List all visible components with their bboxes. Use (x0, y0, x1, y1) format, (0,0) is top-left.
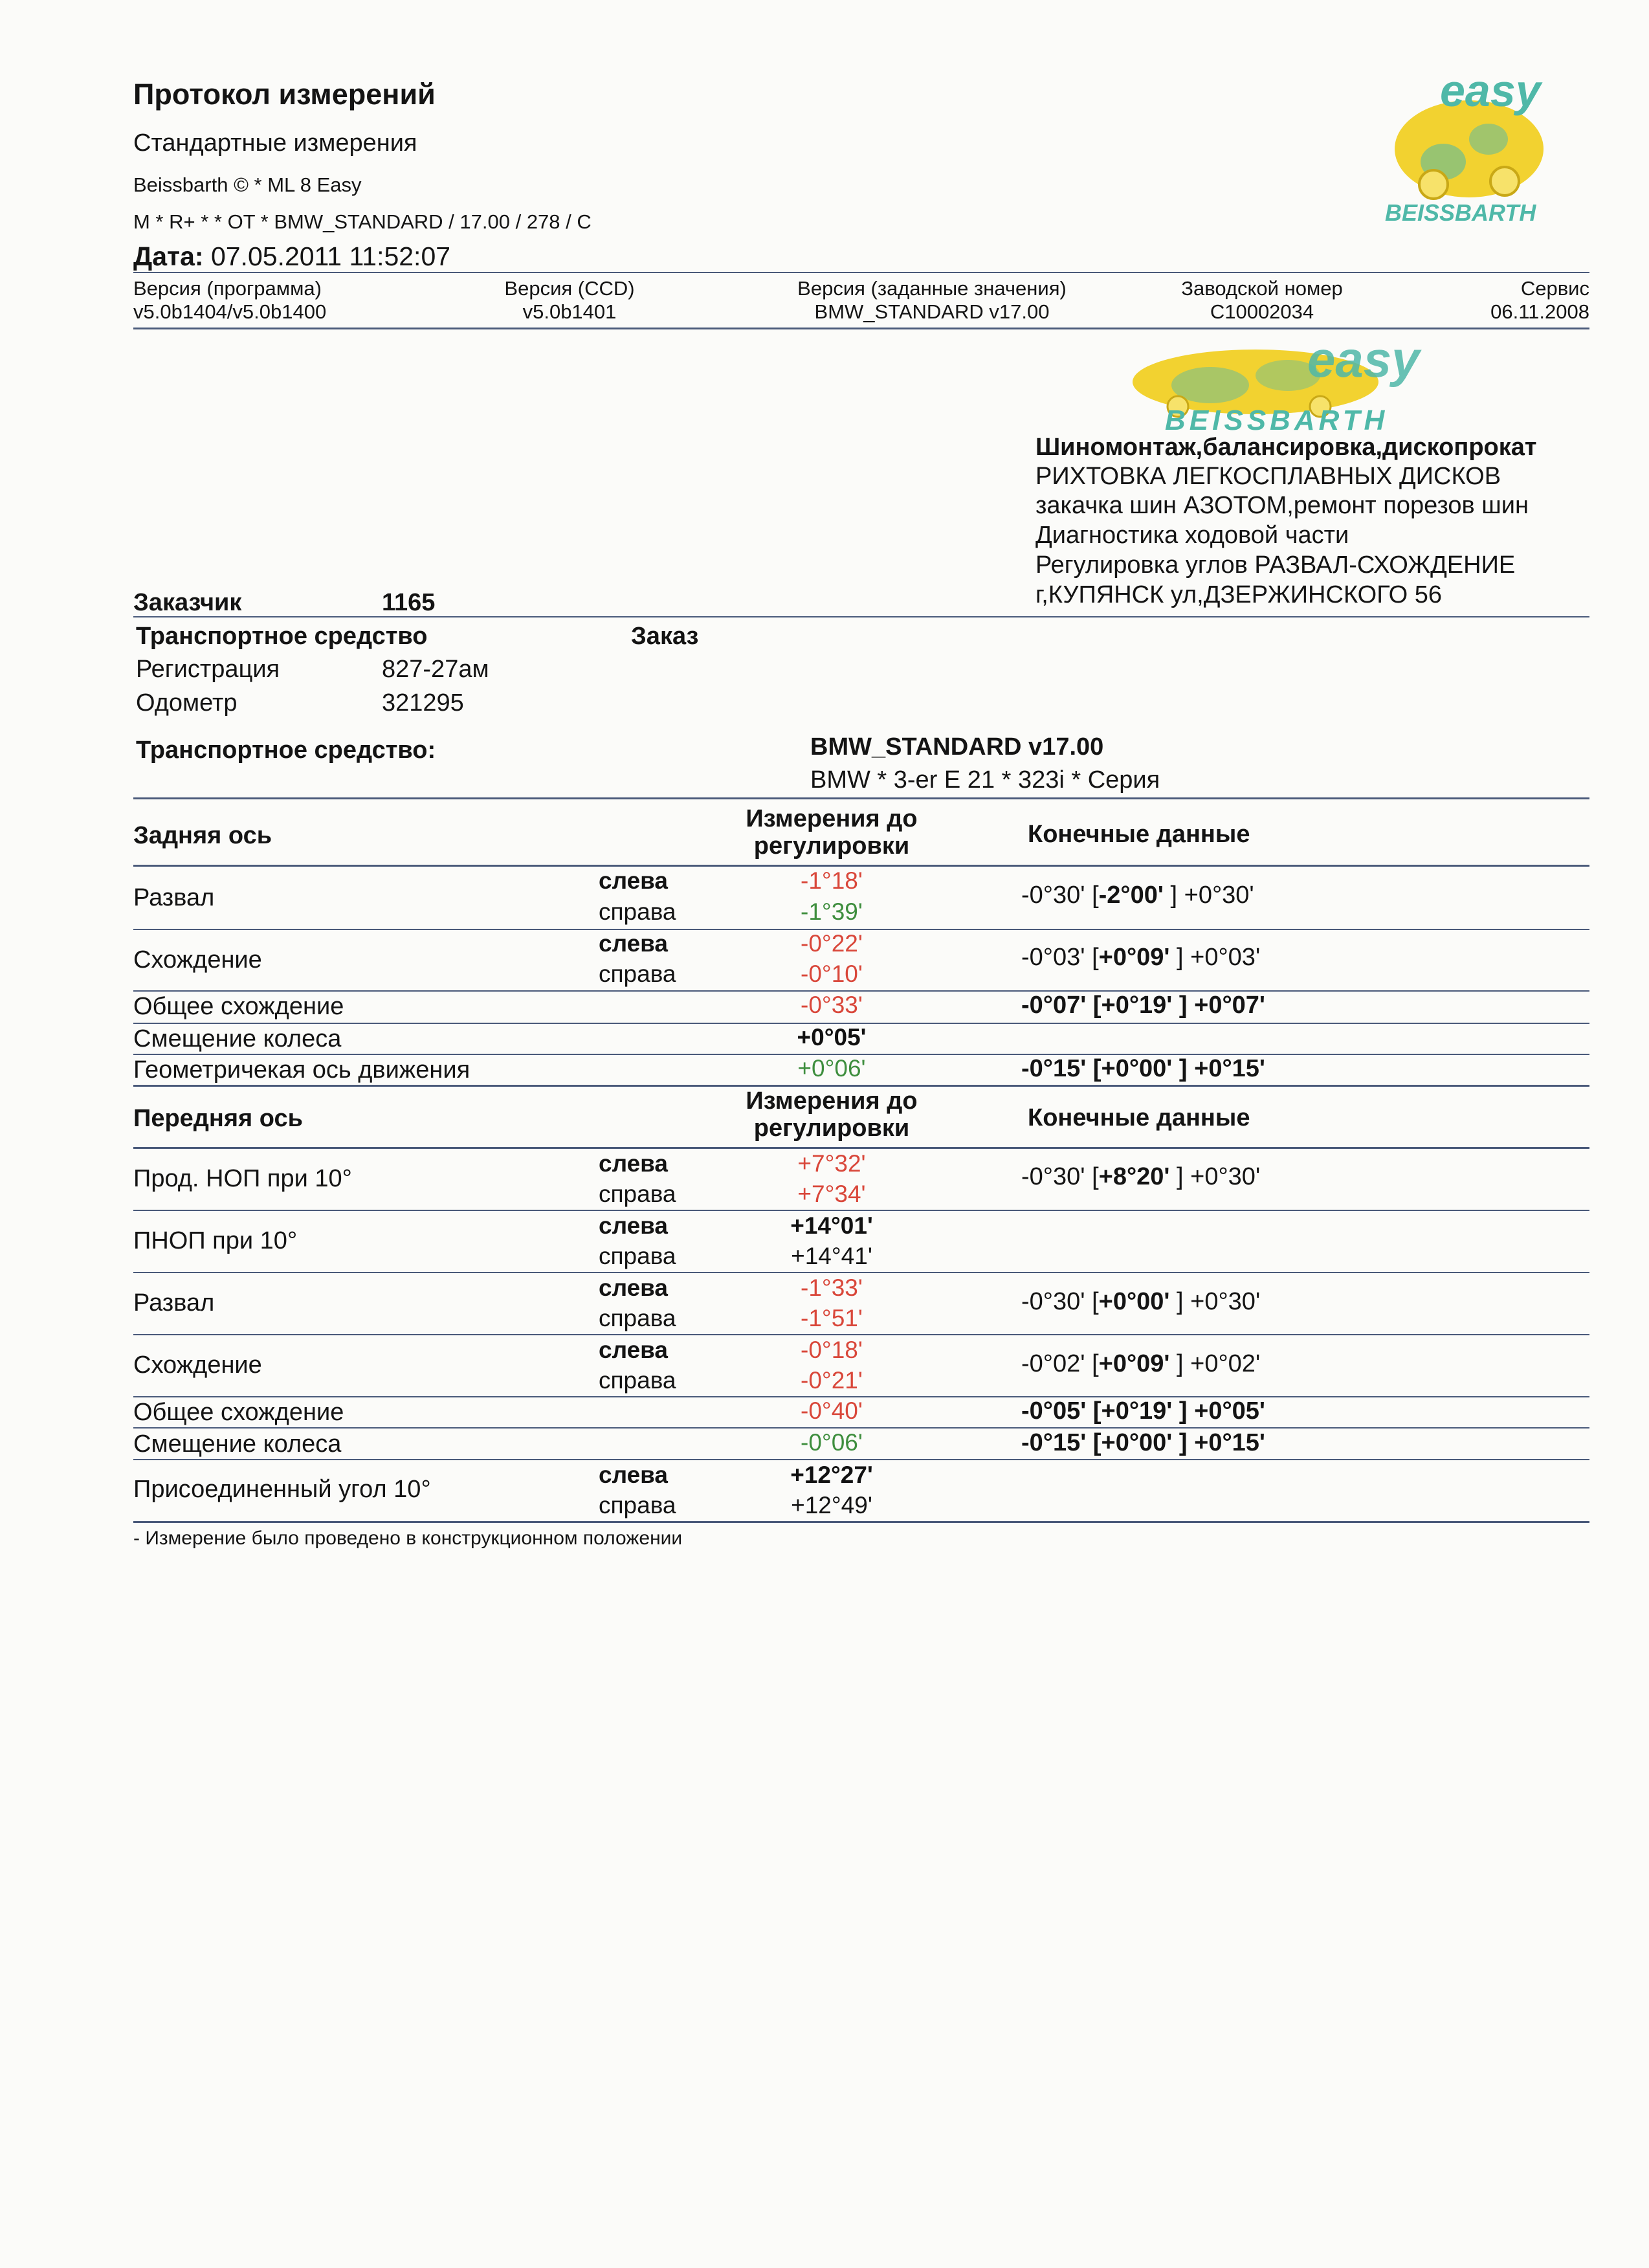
spec-min: -0°15' (1021, 1055, 1087, 1082)
rear-final-header: Конечные данные (1028, 821, 1250, 848)
spec-min: -0°30' (1021, 1163, 1085, 1190)
spec-max: +0°30' (1184, 882, 1254, 909)
rear-thrust-value: +0°06' (797, 1055, 866, 1082)
rule (133, 1427, 1589, 1429)
serial-value: C10002034 (1210, 300, 1314, 323)
front-toe-right-label: справа (599, 1367, 676, 1394)
rear-before-header (702, 805, 961, 860)
front-sai-left-label: слева (599, 1212, 669, 1239)
spec-min: -0°07' (1021, 992, 1087, 1019)
spec-nominal: +0°19' (1101, 992, 1173, 1019)
before-header-line1: Измерения до (746, 805, 918, 832)
front-included-name: Присоединенный угол 10° (133, 1476, 431, 1503)
shop-line: г,КУПЯНСК ул,ДЗЕРЖИНСКОГО 56 (1035, 581, 1443, 608)
stamp-logo (1100, 330, 1501, 434)
page-title: Протокол измерений (133, 78, 436, 111)
rear-toe-right-label: справа (599, 961, 676, 987)
rule (133, 1085, 1589, 1087)
rear-camber-left-value: -1°18' (801, 867, 863, 894)
rear-thrust-name: Геометричекая ось движения (133, 1056, 470, 1084)
spec-max: +0°30' (1190, 1163, 1261, 1190)
front-setback-name: Смещение колеса (133, 1430, 342, 1458)
front-included-left-label: слева (599, 1462, 669, 1488)
front-before-header (702, 1087, 961, 1142)
spec-nominal: +0°09' (1098, 1350, 1170, 1377)
version-specs-label: Версия (заданные значения) (797, 277, 1067, 300)
rear-camber-name: Развал (133, 884, 215, 911)
spec-nominal: +0°00' (1098, 1288, 1170, 1315)
rear-toe-right-value: -0°10' (801, 961, 863, 987)
spec-max: +0°05' (1194, 1397, 1265, 1425)
front-sai-name: ПНОП при 10° (133, 1227, 298, 1254)
shop-line: закачка шин АЗОТОМ,ремонт порезов шин (1035, 492, 1529, 519)
front-included-right-label: справа (599, 1492, 676, 1518)
spec-min: -0°03' (1021, 944, 1085, 971)
rear-total-toe-spec: -0°07' [+0°19' ] +0°07' (1021, 992, 1265, 1019)
rear-thrust-spec: -0°15' [+0°00' ] +0°15' (1021, 1055, 1265, 1082)
front-total-toe-value: -0°40' (801, 1397, 863, 1424)
rear-camber-spec: -0°30' [-2°00' ] +0°30' (1021, 882, 1254, 909)
front-camber-spec: -0°30' [+0°00' ] +0°30' (1021, 1288, 1261, 1315)
rear-total-toe-value: -0°33' (801, 992, 863, 1018)
date-label: Дата: (133, 241, 204, 271)
rule (133, 272, 1589, 273)
rear-setback-value: +0°05' (797, 1024, 867, 1051)
before-header-line2: регулировки (753, 832, 910, 860)
front-included-left-value: +12°27' (790, 1462, 873, 1488)
stamp-easy-text: easy (1307, 331, 1420, 388)
spec-nominal: +0°00' (1101, 1429, 1173, 1456)
spec-nominal: +0°00' (1101, 1055, 1173, 1082)
rule (133, 616, 1589, 617)
rule (133, 1272, 1589, 1273)
serial-label: Заводской номер (1181, 277, 1343, 300)
page-subtitle: Стандартные измерения (133, 129, 417, 157)
front-sai-left-value: +14°01' (790, 1212, 873, 1239)
service-value: 06.11.2008 (1490, 300, 1589, 323)
front-caster-spec: -0°30' [+8°20' ] +0°30' (1021, 1163, 1261, 1190)
odometer-label: Одометр (136, 689, 238, 717)
rear-toe-left-label: слева (599, 930, 669, 957)
front-final-header: Конечные данные (1028, 1104, 1250, 1131)
date-value: 07.05.2011 11:52:07 (210, 241, 451, 271)
rear-camber-left-label: слева (599, 867, 669, 894)
version-program-label: Версия (программа) (133, 277, 322, 300)
front-caster-name: Прод. НОП при 10° (133, 1165, 352, 1192)
version-ccd-value: v5.0b1401 (522, 300, 617, 323)
version-ccd-label: Версия (CCD) (504, 277, 635, 300)
spec-max: +0°03' (1190, 944, 1261, 971)
front-caster-right-value: +7°34' (797, 1181, 866, 1207)
front-caster-right-label: справа (599, 1181, 676, 1207)
rule (133, 865, 1589, 867)
spec-nominal: +0°19' (1101, 1397, 1173, 1425)
spec-max: +0°30' (1190, 1288, 1261, 1315)
rear-toe-name: Схождение (133, 946, 262, 973)
spec-nominal: +8°20' (1098, 1163, 1170, 1190)
front-caster-left-value: +7°32' (797, 1150, 866, 1177)
spec-nominal: -2°00' (1098, 882, 1164, 909)
spec-min: -0°05' (1021, 1397, 1087, 1425)
front-sai-right-value: +14°41' (791, 1243, 872, 1269)
device-info: Beissbarth © * ML 8 Easy (133, 173, 362, 196)
spec-max: +0°15' (1194, 1429, 1265, 1456)
logo-easy-text: easy (1440, 65, 1541, 116)
front-toe-right-value: -0°21' (801, 1367, 863, 1394)
version-program-value: v5.0b1404/v5.0b1400 (133, 300, 327, 323)
front-setback-value: -0°06' (801, 1429, 863, 1456)
front-sai-right-label: справа (599, 1243, 676, 1269)
mode-info: M * R+ * * OT * BMW_STANDARD / 17.00 / 278 / C (133, 210, 592, 233)
spec-max: +0°15' (1194, 1055, 1265, 1082)
odometer-value: 321295 (382, 689, 464, 717)
service-label: Сервис (1520, 277, 1589, 300)
rule (133, 1147, 1589, 1149)
before-header-line2: регулировки (753, 1115, 910, 1142)
front-toe-left-label: слева (599, 1337, 669, 1363)
spec-min: -0°15' (1021, 1429, 1087, 1456)
registration-label: Регистрация (136, 656, 280, 683)
front-camber-left-value: -1°33' (801, 1274, 863, 1301)
front-camber-right-value: -1°51' (801, 1305, 863, 1331)
stamp-brand-text: BEISSBARTH (1165, 405, 1389, 436)
spec-min: -0°30' (1021, 1288, 1085, 1315)
front-total-toe-spec: -0°05' [+0°19' ] +0°05' (1021, 1397, 1265, 1425)
rear-camber-right-label: справа (599, 898, 676, 925)
shop-line: Диагностика ходовой части (1035, 522, 1349, 549)
customer-label: Заказчик (133, 589, 242, 616)
vehicle-label: Транспортное средство: (136, 737, 436, 764)
spec-max: +0°02' (1190, 1350, 1261, 1377)
spec-nominal: +0°09' (1098, 944, 1170, 971)
front-axle-title: Передняя ось (133, 1105, 303, 1132)
shop-line: Шиномонтаж,балансировка,дископрокат (1035, 434, 1537, 461)
date-line (133, 241, 450, 272)
rule (133, 1334, 1589, 1335)
front-camber-left-label: слева (599, 1274, 669, 1301)
front-caster-left-label: слева (599, 1150, 669, 1177)
spec-min: -0°02' (1021, 1350, 1085, 1377)
rear-toe-spec: -0°03' [+0°09' ] +0°03' (1021, 944, 1261, 971)
spec-max: +0°07' (1194, 992, 1265, 1019)
front-included-right-value: +12°49' (791, 1492, 872, 1518)
version-specs-value: BMW_STANDARD v17.00 (814, 300, 1050, 323)
rear-toe-left-value: -0°22' (801, 930, 863, 957)
rule (133, 1521, 1589, 1523)
front-toe-left-value: -0°18' (801, 1337, 863, 1363)
rear-setback-name: Смещение колеса (133, 1025, 342, 1052)
spec-min: -0°30' (1021, 882, 1085, 909)
vehicle-model: BMW * 3-er E 21 * 323i * Серия (810, 766, 1160, 794)
rear-axle-title: Задняя ось (133, 822, 272, 849)
footnote: - Измерение было проведено в конструкционном положении (133, 1528, 683, 1549)
beissbarth-easy-logo (1372, 65, 1586, 239)
rear-camber-right-value: -1°39' (801, 898, 863, 925)
rear-total-toe-name: Общее схождение (133, 993, 344, 1020)
front-setback-spec: -0°15' [+0°00' ] +0°15' (1021, 1429, 1265, 1456)
front-toe-name: Схождение (133, 1351, 262, 1379)
rule (133, 1210, 1589, 1211)
vehicle-section-label: Транспортное средство (136, 623, 428, 650)
shop-line: Регулировка углов РАЗВАЛ-СХОЖДЕНИЕ (1035, 551, 1516, 579)
shop-line: РИХТОВКА ЛЕГКОСПЛАВНЫХ ДИСКОВ (1035, 463, 1501, 490)
front-camber-name: Развал (133, 1289, 215, 1317)
logo-brand-text: BEISSBARTH (1385, 199, 1536, 226)
rule (133, 797, 1589, 799)
front-camber-right-label: справа (599, 1305, 676, 1331)
rule (133, 328, 1589, 329)
rule (133, 1459, 1589, 1460)
front-total-toe-name: Общее схождение (133, 1399, 344, 1426)
customer-value: 1165 (382, 589, 436, 616)
front-toe-spec: -0°02' [+0°09' ] +0°02' (1021, 1350, 1261, 1377)
registration-value: 827-27ам (382, 656, 489, 683)
order-label: Заказ (631, 623, 699, 650)
vehicle-name: BMW_STANDARD v17.00 (810, 733, 1104, 761)
before-header-line1: Измерения до (746, 1087, 918, 1115)
